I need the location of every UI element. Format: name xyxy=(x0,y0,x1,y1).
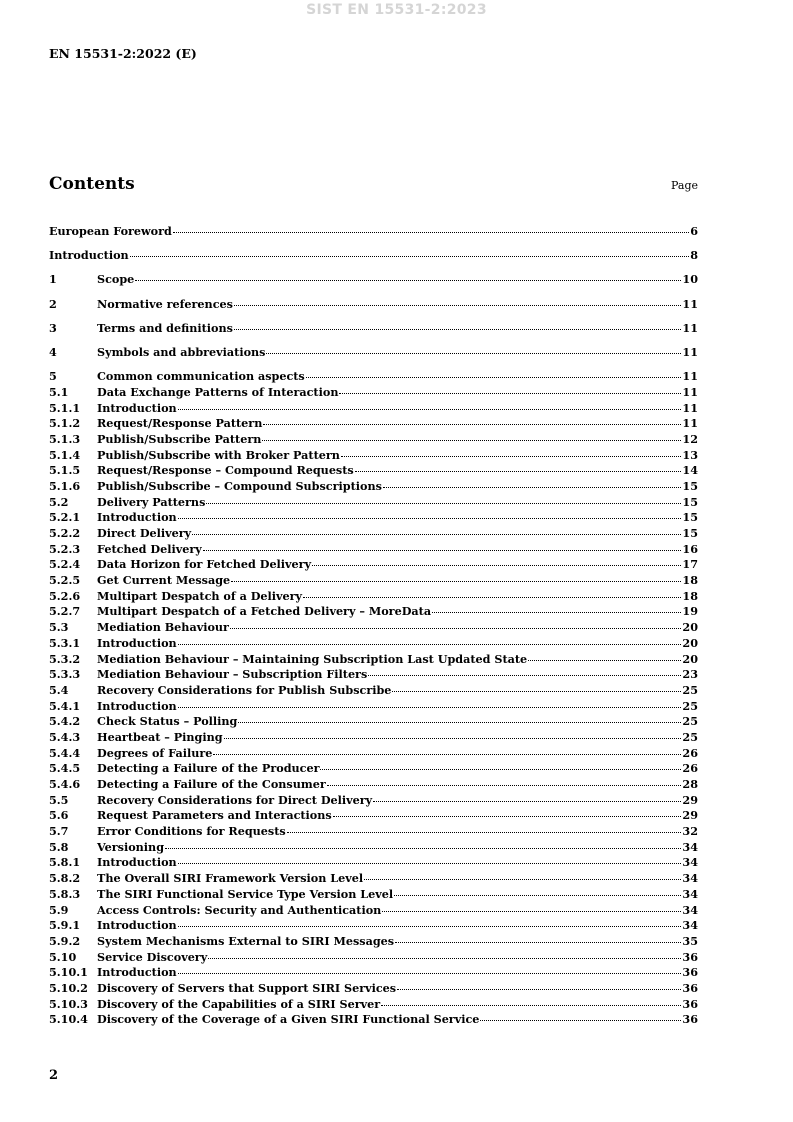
watermark: SIST EN 15531-2:2023 xyxy=(306,2,487,18)
toc-entry-title: Access Controls: Security and Authentication xyxy=(97,902,382,917)
toc-entry[interactable] xyxy=(49,777,698,793)
toc-entry-number: 5.5 xyxy=(49,792,69,807)
toc-entry-page: 6 xyxy=(690,224,698,238)
toc-entry-title: The SIRI Functional Service Type Version Level xyxy=(97,886,394,901)
toc-entry-page: 18 xyxy=(682,588,698,603)
toc-entry-page: 20 xyxy=(682,651,698,666)
toc-dot-leader xyxy=(394,895,681,896)
toc-entry-number: 5.9 xyxy=(49,902,69,917)
toc-entry-page: 36 xyxy=(682,965,698,980)
toc-entry-number: 5.10.1 xyxy=(49,965,88,980)
toc-entry-title: Recovery Considerations for Publish Subscribe xyxy=(97,682,392,697)
toc-entry[interactable] xyxy=(49,950,698,966)
toc-entry[interactable] xyxy=(49,934,698,950)
toc-entry-title: Publish/Subscribe Pattern xyxy=(97,431,262,446)
toc-entry-number: 5.8.1 xyxy=(49,855,81,870)
toc-entry[interactable] xyxy=(49,683,698,699)
toc-entry-number: 5.1.1 xyxy=(49,400,81,415)
toc-entry-number: 5.2.2 xyxy=(49,526,81,540)
toc-entry-number: 1 xyxy=(49,272,57,287)
toc-entry-number: 5.10.2 xyxy=(49,980,88,995)
toc-entry-number: 5.2 xyxy=(49,494,69,509)
toc-dot-leader xyxy=(432,612,681,613)
toc-dot-leader xyxy=(480,1020,681,1021)
toc-entry-page: 25 xyxy=(682,682,698,697)
toc-entry-title: Introduction xyxy=(97,400,177,415)
toc-entry[interactable] xyxy=(49,620,698,636)
toc-entry-title: Terms and definitions xyxy=(97,320,233,335)
toc-entry-number: 5.6 xyxy=(49,808,69,823)
toc-entry-title: Direct Delivery xyxy=(97,526,192,540)
toc-dot-leader xyxy=(355,471,682,472)
toc-entry-title: Get Current Message xyxy=(97,573,231,588)
toc-entry-title: Scope xyxy=(97,272,135,287)
toc-entry-title: Multipart Despatch of a Delivery xyxy=(97,588,303,603)
toc-dot-leader xyxy=(178,518,682,519)
toc-dot-leader xyxy=(306,377,682,378)
toc-entry[interactable] xyxy=(49,636,698,652)
toc-entry-number: 5.2.4 xyxy=(49,557,81,572)
toc-entry-title: Data Exchange Patterns of Interaction xyxy=(97,384,339,399)
toc-entry-number: 5.8.3 xyxy=(49,886,81,901)
toc-entry-number: 5.7 xyxy=(49,824,69,839)
toc-entry[interactable] xyxy=(49,224,698,240)
toc-dot-leader xyxy=(381,1005,681,1006)
toc-entry-title: Check Status – Polling xyxy=(97,714,238,729)
toc-dot-leader xyxy=(262,440,681,441)
toc-dot-leader xyxy=(135,280,681,281)
toc-dot-leader xyxy=(383,487,682,488)
toc-entry-title: Service Discovery xyxy=(97,949,208,964)
toc-entry-number: 5.8.2 xyxy=(49,871,81,886)
toc-entry-number: 5.4.6 xyxy=(49,777,81,791)
toc-entry-number: 5.9.2 xyxy=(49,933,81,948)
toc-entry[interactable] xyxy=(49,526,698,542)
toc-entry-page: 10 xyxy=(682,272,698,287)
toc-dot-leader xyxy=(312,565,681,566)
toc-entry-page: 25 xyxy=(682,714,698,729)
toc-dot-leader xyxy=(178,707,682,708)
toc-entry-title: Publish/Subscribe – Compound Subscriptions xyxy=(97,478,382,493)
toc-entry-number: 5.2.6 xyxy=(49,588,81,603)
toc-entry-number: 5.4.4 xyxy=(49,745,81,760)
toc-entry[interactable] xyxy=(49,746,698,762)
toc-dot-leader xyxy=(231,581,681,582)
toc-entry[interactable] xyxy=(49,699,698,715)
toc-entry-title: Introduction xyxy=(97,855,177,870)
toc-entry-page: 34 xyxy=(682,839,698,854)
toc-entry-page: 12 xyxy=(682,431,698,446)
toc-dot-leader xyxy=(130,256,690,257)
toc-entry[interactable] xyxy=(49,321,698,337)
toc-entry-page: 29 xyxy=(682,792,698,807)
toc-entry-page: 11 xyxy=(682,296,698,311)
toc-entry-page: 20 xyxy=(682,635,698,650)
toc-entry-page: 15 xyxy=(682,510,698,525)
toc-entry-number: 5.10.3 xyxy=(49,996,88,1011)
toc-entry-title: Delivery Patterns xyxy=(97,494,206,509)
toc-dot-leader xyxy=(339,393,681,394)
toc-entry-title: The Overall SIRI Framework Version Level xyxy=(97,871,364,886)
toc-entry-page: 14 xyxy=(682,463,698,478)
toc-entry-number: 5.4.5 xyxy=(49,761,81,776)
toc-dot-leader xyxy=(341,456,682,457)
toc-entry-page: 36 xyxy=(682,996,698,1011)
toc-entry-page: 25 xyxy=(682,729,698,744)
toc-entry-number: 2 xyxy=(49,296,57,311)
toc-entry[interactable] xyxy=(49,871,698,887)
toc-dot-leader xyxy=(320,769,681,770)
toc-dot-leader xyxy=(364,879,681,880)
toc-entry-title: Introduction xyxy=(97,918,177,933)
toc-entry[interactable] xyxy=(49,369,698,385)
toc-dot-leader xyxy=(165,848,681,849)
toc-entry[interactable] xyxy=(49,714,698,730)
toc-entry[interactable] xyxy=(49,448,698,464)
toc-entry-number: 5.4.1 xyxy=(49,698,81,713)
toc-entry-page: 18 xyxy=(682,573,698,588)
toc-dot-leader xyxy=(266,353,681,354)
toc-entry-title: Request Parameters and Interactions xyxy=(97,808,332,823)
toc-entry-page: 36 xyxy=(682,980,698,995)
toc-entry[interactable] xyxy=(49,495,698,511)
toc-entry-page: 8 xyxy=(690,248,698,263)
toc-entry-title: Normative references xyxy=(97,296,233,311)
toc-dot-leader xyxy=(206,503,681,504)
toc-entry-page: 25 xyxy=(682,698,698,713)
toc-entry-number: 5.4 xyxy=(49,682,69,697)
toc-entry-title: Request/Response – Compound Requests xyxy=(97,463,354,478)
toc-entry-title: Versioning xyxy=(97,839,165,854)
toc-entry-page: 15 xyxy=(682,494,698,509)
toc-entry-title: Introduction xyxy=(97,635,177,650)
toc-entry-number: 5.3.2 xyxy=(49,651,81,666)
toc-entry-title: Multipart Despatch of a Fetched Delivery – MoreData xyxy=(97,604,432,619)
toc-entry-title: Request/Response Pattern xyxy=(97,416,263,431)
toc-entry-title: Recovery Considerations for Direct Delivery xyxy=(97,792,373,807)
toc-entry-title: Discovery of Servers that Support SIRI Services xyxy=(97,980,397,995)
toc-entry[interactable] xyxy=(49,667,698,683)
toc-dot-leader xyxy=(208,958,681,959)
toc-entry-page: 15 xyxy=(682,478,698,493)
toc-entry[interactable] xyxy=(49,730,698,746)
toc-dot-leader xyxy=(173,232,689,233)
toc-dot-leader xyxy=(230,628,681,629)
toc-entry-page: 11 xyxy=(682,384,698,399)
toc-entry[interactable] xyxy=(49,652,698,668)
toc-entry-title: Discovery of the Coverage of a Given SIRI Functional Service xyxy=(97,1012,480,1027)
toc-entry-page: 17 xyxy=(682,557,698,572)
toc-entry[interactable] xyxy=(49,887,698,903)
toc-dot-leader xyxy=(213,754,681,755)
toc-entry[interactable] xyxy=(49,401,698,417)
contents-heading: Contents xyxy=(49,174,135,194)
toc-entry-title: Introduction xyxy=(97,965,177,980)
toc-entry-page: 36 xyxy=(682,949,698,964)
toc-dot-leader xyxy=(528,660,681,661)
table-of-contents xyxy=(49,224,698,1028)
toc-entry-page: 19 xyxy=(682,604,698,619)
toc-entry-page: 34 xyxy=(682,886,698,901)
page-number: 2 xyxy=(49,1068,59,1083)
toc-entry[interactable] xyxy=(49,965,698,981)
toc-entry-title: Mediation Behaviour xyxy=(97,620,229,635)
toc-entry[interactable] xyxy=(49,272,698,288)
toc-entry-title: Fetched Delivery xyxy=(97,541,202,556)
toc-entry-page: 11 xyxy=(682,344,698,359)
toc-entry-page: 34 xyxy=(682,855,698,870)
toc-entry-title: Error Conditions for Requests xyxy=(97,824,286,839)
toc-entry-page: 26 xyxy=(682,761,698,776)
toc-entry[interactable] xyxy=(49,855,698,871)
toc-entry-number: 5.10.4 xyxy=(49,1012,88,1027)
toc-entry-title: Mediation Behaviour – Maintaining Subscription Last Updated State xyxy=(97,651,528,666)
toc-entry-page: 11 xyxy=(682,320,698,335)
toc-entry-title: Publish/Subscribe with Broker Pattern xyxy=(97,447,340,462)
toc-entry-number: 5.1 xyxy=(49,384,69,399)
toc-entry-page: 32 xyxy=(682,824,698,839)
toc-entry-number: 5.2.7 xyxy=(49,604,81,619)
toc-dot-leader xyxy=(238,722,681,723)
toc-entry-number: 5.1.4 xyxy=(49,447,81,462)
toc-entry[interactable] xyxy=(49,824,698,840)
toc-entry-page: 26 xyxy=(682,745,698,760)
toc-entry-page: 28 xyxy=(682,777,698,791)
toc-entry[interactable] xyxy=(49,793,698,809)
toc-dot-leader xyxy=(368,675,681,676)
toc-entry-title: Introduction xyxy=(97,698,177,713)
toc-dot-leader xyxy=(397,989,681,990)
toc-entry[interactable] xyxy=(49,297,698,313)
toc-entry-number: 5.3 xyxy=(49,620,69,635)
toc-entry-title: Degrees of Failure xyxy=(97,745,213,760)
toc-entry-title: Data Horizon for Fetched Delivery xyxy=(97,557,312,572)
toc-entry-number: 3 xyxy=(49,320,57,335)
toc-entry[interactable] xyxy=(49,385,698,401)
toc-entry[interactable] xyxy=(49,1012,698,1028)
toc-entry[interactable] xyxy=(49,589,698,605)
toc-dot-leader xyxy=(263,424,681,425)
toc-dot-leader xyxy=(392,691,681,692)
toc-entry-number: 4 xyxy=(49,344,57,359)
toc-entry-number: 5.8 xyxy=(49,839,69,854)
toc-entry-title: Introduction xyxy=(49,248,129,263)
toc-entry-page: 34 xyxy=(682,918,698,933)
toc-dot-leader xyxy=(192,534,681,535)
toc-entry-title: Symbols and abbreviations xyxy=(97,344,266,359)
toc-entry[interactable] xyxy=(49,542,698,558)
toc-dot-leader xyxy=(287,832,682,833)
toc-entry-number: 5.1.6 xyxy=(49,478,81,493)
toc-dot-leader xyxy=(373,801,681,802)
toc-dot-leader xyxy=(234,329,681,330)
toc-entry-number: 5.2.1 xyxy=(49,510,81,525)
toc-entry[interactable] xyxy=(49,997,698,1013)
toc-entry[interactable] xyxy=(49,432,698,448)
toc-entry-title: European Foreword xyxy=(49,224,172,238)
toc-dot-leader xyxy=(203,550,682,551)
toc-entry[interactable] xyxy=(49,345,698,361)
toc-entry-title: Heartbeat – Pinging xyxy=(97,729,223,744)
toc-entry-number: 5.9.1 xyxy=(49,918,81,933)
toc-entry-page: 20 xyxy=(682,620,698,635)
toc-entry[interactable] xyxy=(49,903,698,919)
toc-dot-leader xyxy=(224,738,682,739)
toc-entry-number: 5.3.3 xyxy=(49,667,81,682)
toc-entry-number: 5.2.3 xyxy=(49,541,81,556)
toc-dot-leader xyxy=(395,942,681,943)
toc-entry[interactable] xyxy=(49,808,698,824)
toc-entry[interactable] xyxy=(49,604,698,620)
toc-entry-page: 11 xyxy=(682,369,698,384)
toc-entry-page: 13 xyxy=(682,447,698,462)
toc-entry-number: 5.10 xyxy=(49,949,77,964)
toc-entry-title: Common communication aspects xyxy=(97,369,305,384)
toc-entry-number: 5.2.5 xyxy=(49,573,81,588)
toc-dot-leader xyxy=(234,305,682,306)
toc-entry[interactable] xyxy=(49,761,698,777)
toc-entry-page: 34 xyxy=(682,871,698,886)
toc-entry-number: 5.1.2 xyxy=(49,416,81,431)
toc-entry-title: System Mechanisms External to SIRI Messages xyxy=(97,933,395,948)
toc-entry[interactable] xyxy=(49,479,698,495)
toc-entry-page: 34 xyxy=(682,902,698,917)
toc-entry[interactable] xyxy=(49,557,698,573)
toc-entry[interactable] xyxy=(49,918,698,934)
document-identifier: EN 15531-2:2022 (E) xyxy=(49,46,197,61)
page-column-label: Page xyxy=(671,179,699,192)
toc-entry-page: 11 xyxy=(682,416,698,431)
toc-entry[interactable] xyxy=(49,463,698,479)
toc-entry-number: 5.4.2 xyxy=(49,714,81,729)
toc-entry-title: Introduction xyxy=(97,510,177,525)
toc-entry[interactable] xyxy=(49,510,698,526)
toc-dot-leader xyxy=(178,644,682,645)
toc-dot-leader xyxy=(178,863,682,864)
toc-entry-number: 5.1.5 xyxy=(49,463,81,478)
toc-entry-number: 5.3.1 xyxy=(49,635,81,650)
toc-entry-title: Discovery of the Capabilities of a SIRI Server xyxy=(97,996,381,1011)
toc-dot-leader xyxy=(333,816,682,817)
toc-entry-page: 29 xyxy=(682,808,698,823)
toc-entry-title: Mediation Behaviour – Subscription Filters xyxy=(97,667,368,682)
toc-entry[interactable] xyxy=(49,981,698,997)
toc-dot-leader xyxy=(303,597,681,598)
toc-dot-leader xyxy=(327,785,682,786)
toc-entry[interactable] xyxy=(49,840,698,856)
toc-dot-leader xyxy=(178,973,682,974)
toc-entry[interactable] xyxy=(49,573,698,589)
toc-entry-page: 16 xyxy=(682,541,698,556)
toc-dot-leader xyxy=(178,409,682,410)
toc-entry[interactable] xyxy=(49,416,698,432)
toc-entry[interactable] xyxy=(49,248,698,264)
toc-entry-page: 11 xyxy=(682,400,698,415)
toc-entry-page: 36 xyxy=(682,1012,698,1027)
toc-entry-page: 23 xyxy=(682,667,698,682)
toc-dot-leader xyxy=(178,926,682,927)
toc-entry-page: 15 xyxy=(682,526,698,540)
toc-entry-number: 5.1.3 xyxy=(49,431,81,446)
toc-entry-title: Detecting a Failure of the Producer xyxy=(97,761,320,776)
toc-entry-number: 5 xyxy=(49,369,57,384)
toc-entry-number: 5.4.3 xyxy=(49,729,81,744)
toc-dot-leader xyxy=(382,911,681,912)
toc-entry-page: 35 xyxy=(682,933,698,948)
toc-entry-title: Detecting a Failure of the Consumer xyxy=(97,777,326,791)
